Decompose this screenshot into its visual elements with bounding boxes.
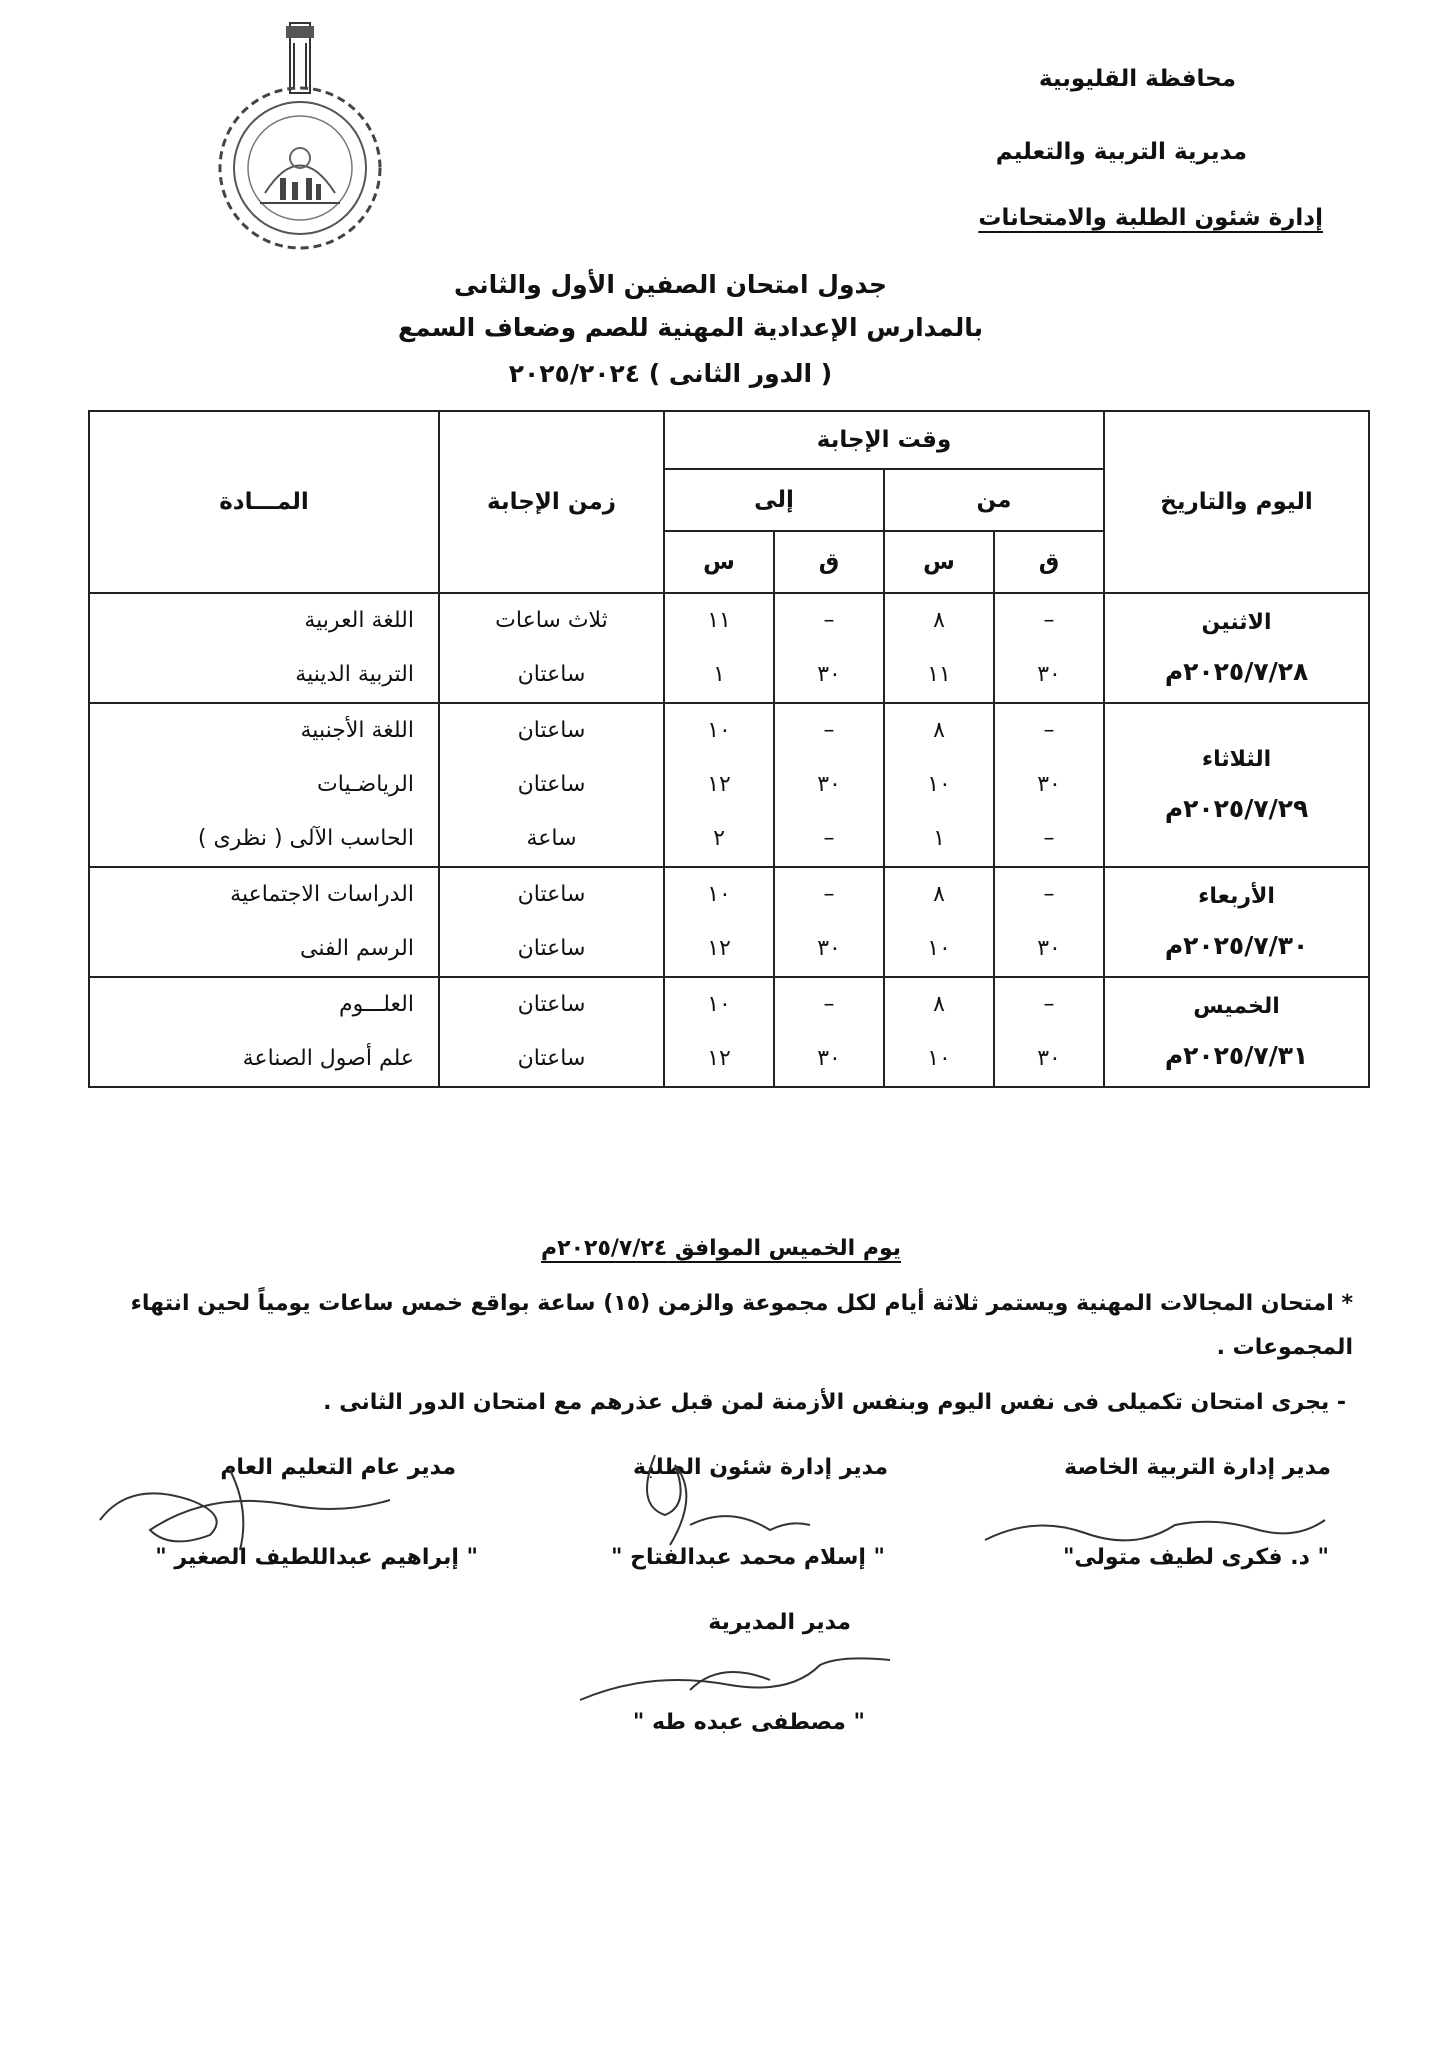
subject: اللغة العربية [304,608,414,633]
duration: ثلاث ساعات [495,608,608,633]
header-from-minute: ق [994,531,1104,593]
from-hour: ١٠ [927,772,951,797]
day-date: ٢٠٢٥/٧/٣١م [1164,1041,1309,1070]
table-row-wednesday [89,867,1369,977]
from-hour-cell [884,703,994,867]
subject-cell [89,977,439,1087]
directorate-title: مديرية التربية والتعليم [995,139,1247,165]
to-minute: – [823,992,835,1017]
exam-schedule-table [88,410,1370,1088]
subject: علم أصول الصناعة [242,1046,414,1071]
to-minute-cell [774,593,884,703]
special-ed-manager-title: مدير إدارة التربية الخاصة [1064,1455,1331,1480]
duration: ساعتان [517,1046,586,1071]
to-minute-cell [774,977,884,1087]
subject-cell [89,867,439,977]
from-minute: – [1043,826,1055,851]
to-hour: ١٢ [707,936,731,961]
from-minute: – [1043,718,1055,743]
to-minute: ٣٠ [817,772,841,797]
from-hour-cell [884,977,994,1087]
subject-cell [89,703,439,867]
duration: ساعتان [517,772,586,797]
subject: الرسم الفنى [300,936,414,961]
to-minute-cell [774,867,884,977]
directorate-seal-logo [210,18,390,258]
duration-cell [439,703,664,867]
header-to-minute: ق [774,531,884,593]
to-hour-cell [664,703,774,867]
table-row-tuesday [89,703,1369,867]
from-hour: ٨ [933,992,945,1017]
from-minute-cell [994,703,1104,867]
from-minute: – [1043,608,1055,633]
general-ed-director-name: " إبراهيم عبداللطيف الصغير " [155,1545,478,1570]
special-ed-manager-name: " د. فكرى لطيف متولى" [1062,1545,1329,1570]
duration: ساعتان [517,992,586,1017]
subject: الحاسب الآلى ( نظرى ) [197,826,414,851]
to-minute: ٣٠ [817,662,841,687]
from-hour-cell [884,593,994,703]
subject: التربية الدينية [295,662,414,687]
to-hour: ١٠ [707,882,731,907]
to-hour-cell [664,977,774,1087]
from-minute: ٣٠ [1037,772,1061,797]
vocational-exam-note: * امتحان المجالات المهنية ويستمر ثلاثة أيام لكل مجموعة والزمن (١٥) ساعة بواقع خمس ساعات يومياً لحين انتهاء المجموعات . [130,1291,1353,1360]
from-minute: ٣٠ [1037,936,1061,961]
to-hour-cell [664,593,774,703]
day-date-cell [1104,593,1369,703]
duration: ساعتان [517,882,586,907]
day-date: ٢٠٢٥/٧/٢٩م [1164,794,1309,823]
header-from: من [884,469,1104,531]
to-minute: – [823,882,835,907]
day-name: الأربعاء [1198,884,1275,909]
header-from-hour: س [884,531,994,593]
table-row-monday [89,593,1369,703]
to-minute: – [823,718,835,743]
schedule-title-line1: جدول امتحان الصفين الأول والثانى [454,270,887,299]
from-hour: ٨ [933,882,945,907]
supplementary-exam-note: - يجرى امتحان تكميلى فى نفس اليوم وبنفس الأزمنة لمن قبل عذرهم مع امتحان الدور الثانى . [323,1390,1346,1415]
subject-cell [89,593,439,703]
from-minute-cell [994,977,1104,1087]
to-minute-cell [774,703,884,867]
day-date-cell [1104,703,1369,867]
department-title: إدارة شئون الطلبة والامتحانات [978,205,1323,231]
to-hour: ١١ [707,608,731,633]
day-date: ٢٠٢٥/٧/٣٠م [1164,931,1309,960]
from-hour: ٨ [933,718,945,743]
to-hour: ١٠ [707,718,731,743]
from-minute: ٣٠ [1037,1046,1061,1071]
students-affairs-manager-name: " إسلام محمد عبدالفتاح " [611,1545,885,1570]
day-name: الخميس [1193,994,1280,1019]
vocational-exam-date: يوم الخميس الموافق ٢٠٢٥/٧/٢٤م [541,1236,901,1261]
day-date-cell [1104,867,1369,977]
directorate-manager-name: " مصطفى عبده طه " [632,1710,865,1735]
from-minute: – [1043,992,1055,1017]
to-hour: ١ [713,662,725,687]
header-to-hour: س [664,531,774,593]
to-hour-cell [664,867,774,977]
header-duration: زمن الإجابة [439,411,664,593]
to-hour: ٢ [713,826,725,851]
header-answer-time: وقت الإجابة [664,411,1104,469]
from-hour: ١ [933,826,945,851]
to-hour: ١٢ [707,772,731,797]
general-ed-director-title: مدير عام التعليم العام [220,1455,456,1480]
subject: الدراسات الاجتماعية [230,882,414,907]
duration: ساعتان [517,662,586,687]
day-date: ٢٠٢٥/٧/٢٨م [1164,657,1309,686]
governorate-title: محافظة القليوبية [1038,66,1236,92]
from-hour: ١١ [927,662,951,687]
from-minute: ٣٠ [1037,662,1061,687]
schedule-title-line2: بالمدارس الإعدادية المهنية للصم وضعاف السمع [397,313,984,342]
subject: الرياضـيات [317,772,414,797]
subject: العلـــوم [338,992,414,1017]
to-minute: ٣٠ [817,936,841,961]
duration: ساعتان [517,936,586,961]
from-hour-cell [884,867,994,977]
day-name: الثلاثاء [1201,747,1272,772]
duration: ساعة [526,826,577,851]
to-minute: ٣٠ [817,1046,841,1071]
subject: اللغة الأجنبية [300,718,414,743]
header-to: إلى [664,469,884,531]
to-hour: ١٠ [707,992,731,1017]
duration-cell [439,977,664,1087]
from-hour: ٨ [933,608,945,633]
day-date-cell [1104,977,1369,1087]
students-affairs-manager-title: مدير إدارة شئون الطلبة [633,1455,888,1480]
directorate-manager-title: مدير المديرية [708,1610,851,1635]
header-day-date: اليوم والتاريخ [1104,411,1369,593]
to-minute: – [823,826,835,851]
directorate-manager-signature [570,1640,900,1720]
to-minute: – [823,608,835,633]
from-minute-cell [994,867,1104,977]
duration: ساعتان [517,718,586,743]
day-name: الاثنين [1201,610,1272,635]
header-subject: المـــادة [89,411,439,593]
from-minute-cell [994,593,1104,703]
schedule-title-line3: ( الدور الثانى ) ٢٠٢٥/٢٠٢٤ [508,359,833,388]
from-hour: ١٠ [927,1046,951,1071]
from-hour: ١٠ [927,936,951,961]
duration-cell [439,593,664,703]
table-row-thursday [89,977,1369,1087]
from-minute: – [1043,882,1055,907]
duration-cell [439,867,664,977]
to-hour: ١٢ [707,1046,731,1071]
